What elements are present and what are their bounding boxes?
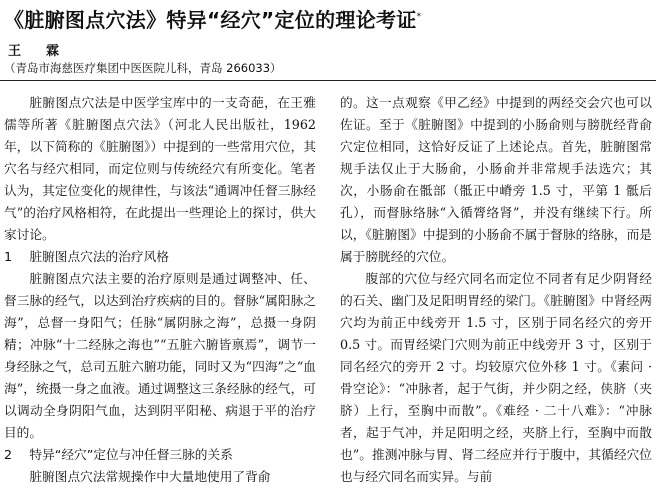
body-paragraph: 腹部的穴位与经穴同名而定位不同者有足少阴肾经的石关、幽门及足阳明胃经的梁门。《脏腑图》中肾经两穴均为前正中线旁开 1.5 寸，区别于同名经穴的旁开 0.5 寸。而胃经梁门穴则为前正中线旁开 3 寸，区别于同名经穴的旁开 2 寸。均较原穴位外移 1 寸。《素问 · 骨空论》：“冲脉者，起于气街，并少阴之经，侠脐（夹脐）上行，至胸中而散”。《难经 · 二十八难》：“冲脉者，起于气冲，并足阳明之经，夹脐上行，至胸中而散也”。推测冲脉与胃、肾二经应并行于腹中，其循经穴位也与经穴同名而实异。与前 — [340, 271, 652, 484]
article-title — [4, 4, 421, 33]
header-divider — [0, 80, 656, 81]
article-title-text: 《脏腑图点穴法》特异“经穴”定位的理论考证 — [4, 8, 417, 32]
section-title: 脏腑图点穴法的治疗风格 — [29, 249, 169, 264]
body-paragraph: 脏腑图点穴法常规操作中大量地使用了背俞 — [29, 469, 271, 484]
intro-paragraph: 脏腑图点穴法是中医学宝库中的一支奇葩，在王雅儒等所著《脏腑图点穴法》（河北人民出版社，1962 年，以下简称的《脏腑图》）中提到的一些常用穴位，其穴名与经穴相同，而定位则与传统经穴有所变化。笔者认为，其定位变化的规律性，与该法“通调冲任督三脉经气”的治疗风格相符，在此提出一些理论上的探讨，供大家讨论。 — [4, 95, 316, 242]
body-paragraph: 脏腑图点穴法主要的治疗原则是通过调整冲、任、督三脉的经气，以达到治疗疾病的目的。督脉“属阳脉之海”，总督一身阳气；任脉“属阴脉之海”，总摄一身阴精；冲脉“十二经脉之海也”“五脏六腑皆禀焉”，调节一身经脉之气，总司五脏六腑功能，同时又为“四海”之“血海”，统摄一身之血液。通过调整这三条经脉的经气，可以调动全身阴阳气血，达到阴平阳秘、病退于平的治疗目的。 — [4, 271, 316, 440]
author-affiliation: （青岛市海慈医疗集团中医医院儿科，青岛 266033） — [4, 61, 282, 75]
section-heading-2 — [4, 444, 316, 466]
title-footnote-mark: * — [416, 12, 422, 22]
section-number: 2 — [4, 447, 13, 462]
section-title: 特异“经穴”定位与冲任督三脉的关系 — [29, 447, 233, 462]
section-heading-1 — [4, 246, 316, 268]
section-number: 1 — [4, 249, 13, 264]
author-name: 王 霖 — [8, 44, 66, 59]
continued-paragraph: 的。这一点观察《甲乙经》中提到的两经交会穴也可以佐证。至于《脏腑图》中提到的小肠俞则与膀胱经背俞穴定位相同，这恰好反证了上述论点。首先，脏腑图常规手法仅止于大肠俞，小肠俞并非常规手法选穴；其次，小肠俞在骶部（骶正中嵴旁 1.5 寸，平第 1 骶后孔），而督脉络脉“入循膂络肾”，并没有继续下行。所以，《脏腑图》中提到的小肠俞不属于督脉的络脉，而是属于膀胱经的穴位。 — [340, 95, 652, 264]
left-column — [4, 92, 316, 484]
right-column — [340, 92, 652, 484]
